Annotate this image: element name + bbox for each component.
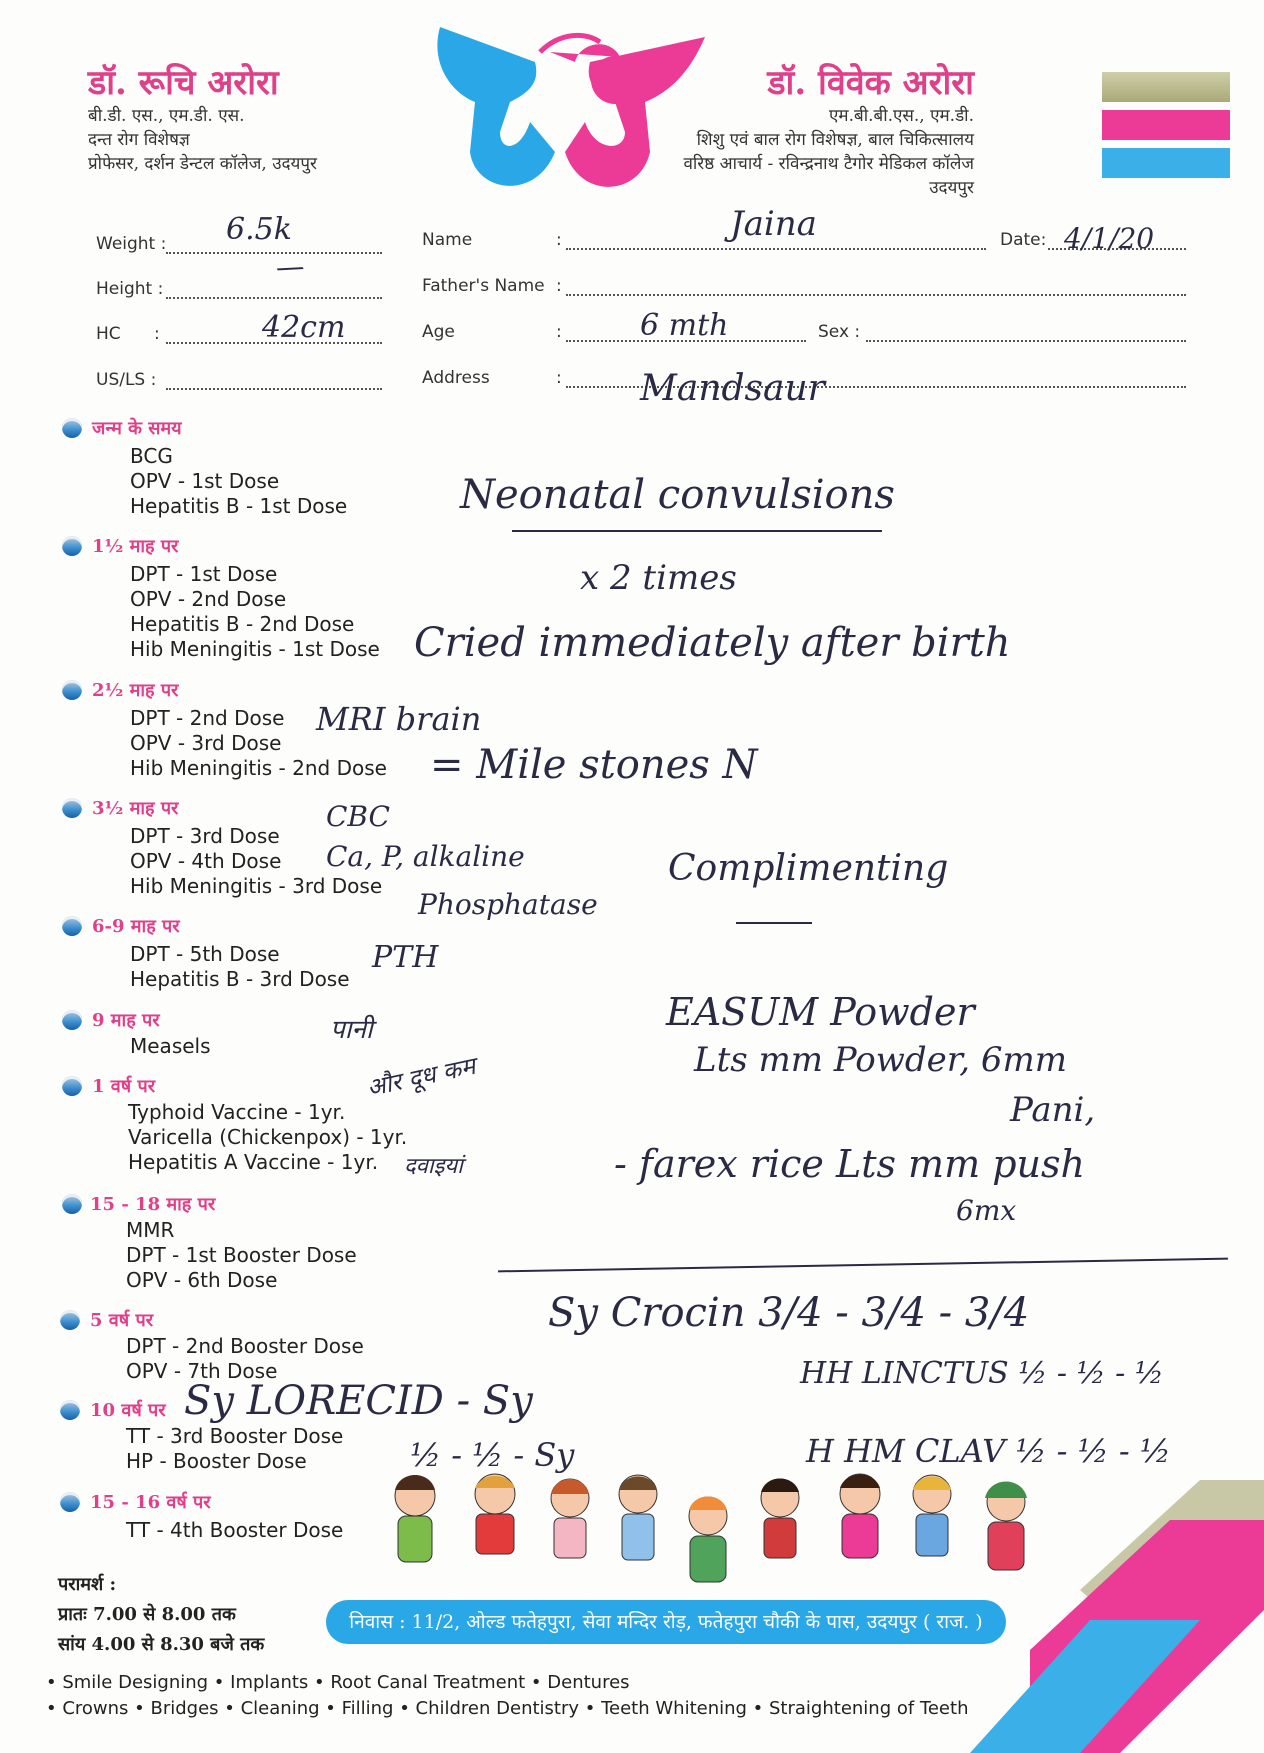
vaccine-item: OPV - 7th Dose — [126, 1359, 278, 1383]
schedule-head-8: 5 वर्ष पर — [90, 1310, 154, 1331]
age-value: 6 mth — [640, 308, 729, 343]
vaccine-item: Varicella (Chickenpox) - 1yr. — [128, 1125, 408, 1149]
left-doctor-name: डॉ. रूचि अरोरा — [88, 63, 279, 103]
name-colon: : — [556, 230, 562, 250]
note-hindi-medicines: दवाइयां — [404, 1154, 463, 1179]
vaccine-item: MMR — [126, 1218, 175, 1242]
vaccine-item: DPT - 1st Dose — [130, 562, 278, 586]
rx-crocin: Sy Crocin 3/4 - 3/4 - 3/4 — [548, 1290, 1030, 1336]
note-easum: EASUM Powder — [666, 990, 975, 1034]
schedule-bullet-2 — [62, 680, 82, 700]
note-powder: Lts mm Powder, 6mm — [694, 1040, 1067, 1080]
note-pani: Pani, — [1010, 1090, 1096, 1130]
right-doctor-city: उदयपुर — [929, 178, 974, 198]
vaccine-item: DPT - 3rd Dose — [130, 824, 280, 848]
olive-stripe — [1102, 72, 1230, 102]
sex-label: Sex : — [818, 322, 861, 342]
note-calcium: Ca, P, alkaline — [326, 840, 525, 873]
rx-linctus: HH LINCTUS ½ - ½ - ½ — [800, 1356, 1164, 1391]
consultation-evening: सांय 4.00 से 8.30 बजे तक — [58, 1634, 265, 1655]
hc-value: 42cm — [262, 310, 346, 345]
schedule-head-0: जन्म के समय — [92, 418, 182, 439]
consultation-title: परामर्श : — [58, 1574, 117, 1595]
vaccine-item: TT - 4th Booster Dose — [126, 1518, 344, 1542]
name-value: Jaina — [730, 204, 817, 244]
date-label: Date: — [1000, 230, 1047, 250]
schedule-head-2: 2½ माह पर — [92, 680, 179, 701]
vaccine-item: DPT - 2nd Booster Dose — [126, 1334, 364, 1358]
heart-children-logo — [420, 22, 720, 197]
rx-lorecid: Sy LORECID - Sy — [184, 1378, 533, 1424]
schedule-items-4 — [130, 942, 350, 992]
vaccine-item: Hib Meningitis - 2nd Dose — [130, 756, 387, 780]
left-doctor-affiliation: प्रोफेसर, दर्शन डेन्टल कॉलेज, उदयपुर — [88, 154, 318, 174]
schedule-bullet-9 — [60, 1400, 80, 1420]
vaccine-item: Typhoid Vaccine - 1yr. — [128, 1100, 346, 1124]
schedule-head-4: 6-9 माह पर — [92, 916, 180, 937]
schedule-head-7: 15 - 18 माह पर — [90, 1194, 216, 1215]
schedule-items-9 — [126, 1424, 343, 1474]
note-complementary: Complimenting — [668, 848, 949, 889]
vaccine-item: Hepatitis B - 2nd Dose — [130, 612, 355, 636]
vaccine-item: Hib Meningitis - 3rd Dose — [130, 874, 383, 898]
schedule-head-9: 10 वर्ष पर — [90, 1400, 166, 1421]
vaccine-item: OPV - 3rd Dose — [130, 731, 282, 755]
note-cbc: CBC — [326, 800, 390, 833]
residence-address: निवास : 11/2, ओल्ड फतेहपुरा, सेवा मन्दिर रोड़, फतेहपुरा चौकी के पास, उदयपुर ( राज. ) — [326, 1600, 1006, 1644]
rx-dose-line: ½ - ½ - Sy — [410, 1436, 575, 1474]
age-label: Age — [422, 322, 455, 342]
father-label: Father's Name — [422, 276, 545, 296]
note-diagnosis: Neonatal convulsions — [460, 472, 895, 518]
father-line — [566, 274, 1186, 296]
schedule-bullet-4 — [62, 916, 82, 936]
schedule-bullet-8 — [60, 1310, 80, 1330]
vaccine-item: HP - Booster Dose — [126, 1449, 307, 1473]
vaccine-item: DPT - 5th Dose — [130, 942, 280, 966]
schedule-items-5 — [130, 1034, 211, 1059]
schedule-items-7 — [126, 1218, 357, 1293]
schedule-head-6: 1 वर्ष पर — [92, 1076, 156, 1097]
vaccine-item: Hepatitis B - 1st Dose — [130, 494, 348, 518]
consultation-block — [58, 1570, 264, 1660]
pink-stripe — [1102, 110, 1230, 140]
note-pth: PTH — [372, 940, 439, 975]
schedule-bullet-3 — [62, 798, 82, 818]
schedule-head-5: 9 माह पर — [92, 1010, 160, 1031]
right-doctor-name: डॉ. विवेक अरोरा — [767, 63, 974, 103]
decorative-stripes-bottom — [970, 1480, 1264, 1753]
note-farex: - farex rice Lts mm push — [614, 1142, 1085, 1186]
note-phosphatase: Phosphatase — [418, 888, 598, 921]
schedule-bullet-5 — [62, 1010, 82, 1030]
height-value: / — [274, 256, 308, 281]
usls-label: US/LS : — [96, 370, 157, 390]
address-value: Mandsaur — [640, 368, 825, 409]
note-diagnosis-underline — [512, 530, 882, 532]
right-doctor-specialty: शिशु एवं बाल रोग विशेषज्ञ, बाल चिकित्सालय — [696, 130, 974, 150]
schedule-items-0 — [130, 444, 347, 519]
schedule-bullet-0 — [62, 418, 82, 438]
schedule-head-1: 1½ माह पर — [92, 536, 179, 557]
usls-line — [166, 368, 382, 390]
note-separator-line — [498, 1258, 1228, 1273]
sex-line — [866, 320, 1186, 342]
left-doctor-details — [88, 104, 317, 176]
schedule-items-1 — [130, 562, 380, 662]
vaccine-item: OPV - 6th Dose — [126, 1268, 278, 1292]
address-label: Address — [422, 368, 490, 388]
schedule-items-10 — [126, 1518, 343, 1543]
hc-label: HC — [96, 324, 121, 344]
vaccine-item: BCG — [130, 444, 173, 468]
schedule-bullet-7 — [62, 1194, 82, 1214]
vaccine-item: Measels — [130, 1034, 211, 1058]
services-line-1: • Smile Designing • Implants • Root Canal Treatment • Dentures — [46, 1672, 630, 1693]
left-doctor-degree: बी.डी. एस., एम.डी. एस. — [88, 106, 245, 126]
father-colon: : — [556, 276, 562, 296]
height-line — [166, 277, 382, 299]
height-label: Height : — [96, 279, 164, 299]
vaccine-item: DPT - 1st Booster Dose — [126, 1243, 357, 1267]
note-birth-history: Cried immediately after birth — [414, 620, 1011, 666]
note-complementary-underline — [736, 922, 812, 924]
note-6mx: 6mx — [956, 1194, 1017, 1227]
vaccine-item: OPV - 1st Dose — [130, 469, 280, 493]
weight-value: 6.5k — [226, 212, 292, 247]
blue-stripe — [1102, 148, 1230, 178]
note-milestones: = Mile stones N — [430, 742, 758, 788]
vaccine-item: Hepatitis B - 3rd Dose — [130, 967, 350, 991]
consultation-morning: प्रातः 7.00 से 8.00 तक — [58, 1604, 236, 1625]
right-doctor-details — [683, 104, 974, 200]
address-colon: : — [556, 368, 562, 388]
right-doctor-degree: एम.बी.बी.एस., एम.डी. — [829, 106, 974, 126]
note-hindi-water: पानी — [330, 1015, 373, 1045]
note-hindi-milk: और दूध कम — [364, 1051, 478, 1103]
vaccine-item: DPT - 2nd Dose — [130, 706, 285, 730]
right-doctor-affiliation: वरिष्ठ आचार्य - रविन्द्रनाथ टैगोर मेडिकल कॉलेज — [683, 154, 974, 174]
note-frequency: x 2 times — [580, 558, 737, 598]
left-doctor-specialty: दन्त रोग विशेषज्ञ — [88, 130, 190, 150]
hc-colon: : — [154, 324, 160, 344]
vaccine-item: Hepatitis A Vaccine - 1yr. — [128, 1150, 379, 1174]
schedule-bullet-1 — [62, 536, 82, 556]
weight-label: Weight : — [96, 234, 167, 254]
children-illustration — [370, 1468, 1050, 1598]
schedule-head-3: 3½ माह पर — [92, 798, 179, 819]
age-colon: : — [556, 322, 562, 342]
services-line-2: • Crowns • Bridges • Cleaning • Filling • Children Dentistry • Teeth Whitening • Straightening of Teeth — [46, 1698, 969, 1719]
rx-clav: H HM CLAV ½ - ½ - ½ — [806, 1432, 1171, 1470]
vaccine-item: OPV - 4th Dose — [130, 849, 282, 873]
name-label: Name — [422, 230, 473, 250]
vaccine-item: Hib Meningitis - 1st Dose — [130, 637, 380, 661]
date-value: 4/1/20 — [1064, 222, 1155, 255]
schedule-bullet-10 — [60, 1492, 80, 1512]
vaccine-item: TT - 3rd Booster Dose — [126, 1424, 344, 1448]
schedule-items-6 — [128, 1100, 407, 1175]
schedule-bullet-6 — [62, 1076, 82, 1096]
note-mri: MRI brain — [316, 700, 482, 738]
vaccine-item: OPV - 2nd Dose — [130, 587, 287, 611]
schedule-items-8 — [126, 1334, 364, 1384]
schedule-head-10: 15 - 16 वर्ष पर — [90, 1492, 211, 1513]
